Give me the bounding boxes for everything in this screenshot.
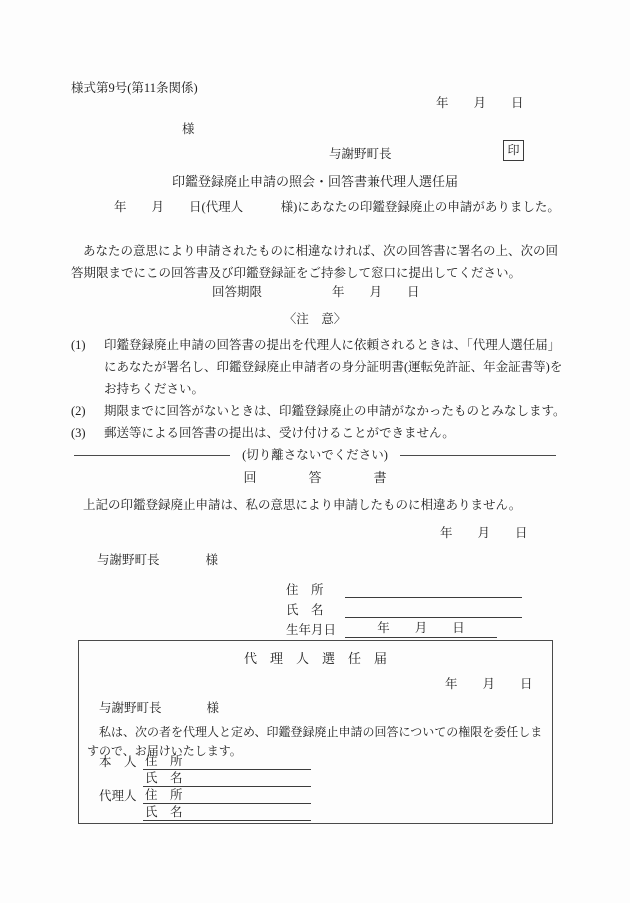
body-paragraph-instructions: あなたの意思により申請されたものに相違なければ、次の回答書に署名の上、次の回答期限までにこの回答書及び印鑑登録証をご持参して窓口に提出してください。 xyxy=(71,244,559,280)
agent-name-blank-field: 氏 名 xyxy=(143,805,311,821)
principal-group-label: 本 人 xyxy=(99,755,137,769)
proxy-appointment-box xyxy=(78,640,553,824)
document-title: 印鑑登録廃止申請の照会・回答書兼代理人選任届 xyxy=(171,174,458,189)
principal-name-row xyxy=(99,770,311,787)
separator-rule-right xyxy=(400,455,556,456)
principal-address-row xyxy=(99,753,311,770)
answer-mayor-name: 与謝野町長 xyxy=(97,553,160,567)
answer-mayor-line xyxy=(97,553,218,568)
proxy-mayor-name: 与謝野町長 xyxy=(99,701,162,715)
answer-birthdate-label: 生年月日 xyxy=(286,623,337,637)
notes-heading: 〈注 意〉 xyxy=(283,312,347,326)
principal-address-blank-field: 住 所 xyxy=(143,754,311,770)
seal-placeholder-box: 印 xyxy=(503,140,524,161)
answer-name-label: 氏 名 xyxy=(286,603,324,617)
answer-section-title: 回 答 書 xyxy=(243,470,387,485)
mayor-name: 与謝野町長 xyxy=(329,147,392,161)
reply-deadline-line xyxy=(212,285,420,300)
answer-signature-fields xyxy=(286,578,522,638)
note-item-2 xyxy=(71,400,571,422)
note-number-3: (3) xyxy=(71,426,86,440)
principal-name-blank-field: 氏 名 xyxy=(143,771,311,787)
note-number-1: (1) xyxy=(71,338,86,352)
proxy-signature-fields xyxy=(99,753,311,821)
separator-rule-left xyxy=(74,455,230,456)
note-item-3 xyxy=(71,422,571,444)
proxy-date-line: 年 月 日 xyxy=(445,677,533,691)
proxy-mayor-line xyxy=(99,701,219,716)
answer-address-blank-field xyxy=(345,581,522,598)
answer-birthdate-blank-field: 年 月 日 xyxy=(345,621,497,638)
answer-address-row xyxy=(286,578,522,598)
answer-date-line: 年 月 日 xyxy=(440,526,528,540)
proxy-section-title: 代 理 人 選 任 届 xyxy=(243,651,387,666)
agent-address-row xyxy=(99,787,311,804)
agent-group-label: 代理人 xyxy=(99,789,137,803)
body-paragraph-application-notice: 年 月 日(代理人 様)にあなたの印鑑登録廃止の申請がありました。 xyxy=(114,200,560,214)
answer-name-blank-field xyxy=(345,601,522,618)
answer-statement: 上記の印鑑登録廃止申請は、私の意思により申請したものに相違ありません。 xyxy=(83,498,522,512)
do-not-detach-label: (切り離さないでください) xyxy=(242,448,388,462)
reply-deadline-date: 年 月 日 xyxy=(332,285,420,299)
agent-address-blank-field: 住 所 xyxy=(143,788,311,804)
reply-deadline-label: 回答期限 xyxy=(212,285,263,299)
answer-birthdate-row xyxy=(286,618,522,638)
note-number-2: (2) xyxy=(71,404,86,418)
proxy-addressee-suffix: 様 xyxy=(206,701,220,715)
form-number: 様式第9号(第11条関係) xyxy=(71,81,198,95)
answer-addressee-suffix: 様 xyxy=(205,553,219,567)
agent-name-row xyxy=(99,804,311,821)
note-text-3: 郵送等による回答書の提出は、受け付けることができません。 xyxy=(104,426,455,440)
addressee-suffix: 様 xyxy=(182,122,195,136)
do-not-detach-separator xyxy=(74,448,556,463)
answer-name-row xyxy=(286,598,522,618)
note-text-2: 期限までに回答がないときは、印鑑登録廃止の申請がなかったものとみなします。 xyxy=(104,404,566,418)
header-date-line: 年 月 日 xyxy=(436,96,524,110)
note-item-1 xyxy=(71,334,571,400)
note-text-1: 印鑑登録廃止申請の回答書の提出を代理人に依頼されるときは、「代理人選任届」にあなたが署名し、印鑑登録廃止申請者の身分証明書(運転免許証、年金証書等)をお持ちください。 xyxy=(104,338,563,396)
proxy-delegation-statement: 私は、次の者を代理人と定め、印鑑登録廃止申請の回答についての権限を委任しますので、お届けいたします。 xyxy=(87,725,543,758)
answer-address-label: 住 所 xyxy=(286,583,324,597)
